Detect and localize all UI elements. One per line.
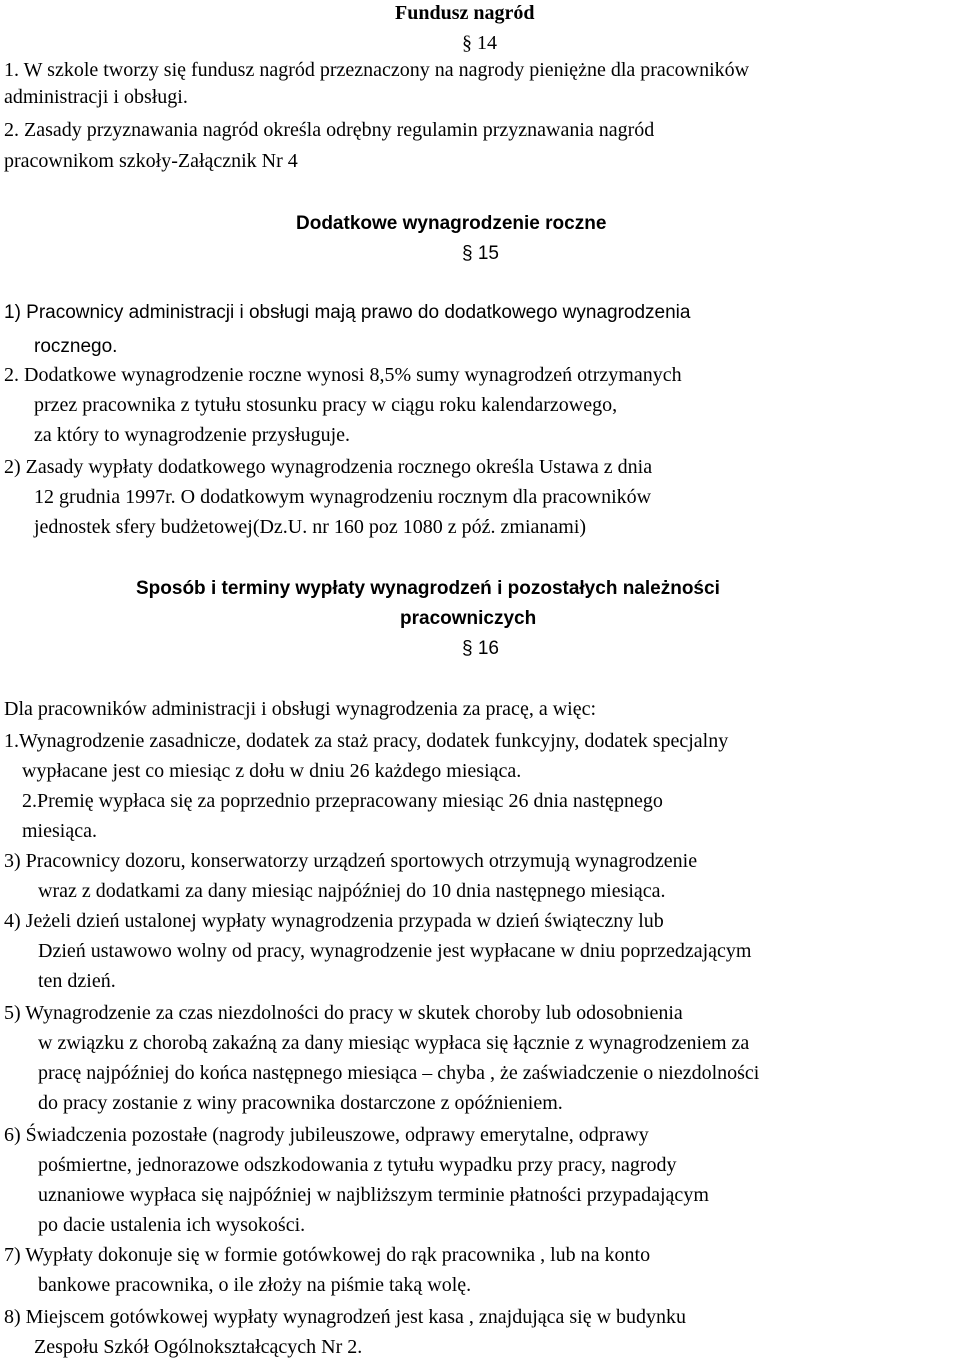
text-line: 1) Pracownicy administracji i obsługi mają prawo do dodatkowego wynagrodzenia bbox=[4, 302, 691, 323]
text-line: ten dzień. bbox=[38, 970, 116, 992]
text-line: 2) Zasady wypłaty dodatkowego wynagrodzenia rocznego określa Ustawa z dnia bbox=[4, 456, 653, 478]
text-line: 2. Zasady przyznawania nagród określa odrębny regulamin przyznawania nagród bbox=[4, 119, 655, 141]
text-line: bankowe pracownika, o ile złoży na piśmie taką wolę. bbox=[38, 1274, 472, 1296]
text-line: 2. Dodatkowe wynagrodzenie roczne wynosi 8,5% sumy wynagrodzeń otrzymanych bbox=[4, 364, 682, 386]
paragraph-mark-15: § 15 bbox=[462, 243, 499, 264]
text-line: Dzień ustawowo wolny od pracy, wynagrodzenie jest wypłacane w dniu poprzedzającym bbox=[38, 940, 752, 962]
text-line: przez pracownika z tytułu stosunku pracy w ciągu roku kalendarzowego, bbox=[34, 394, 618, 416]
text-line: 6) Świadczenia pozostałe (nagrody jubileuszowe, odprawy emerytalne, odprawy bbox=[4, 1124, 649, 1146]
text-line: jednostek sfery budżetowej(Dz.U. nr 160 poz 1080 z póź. zmianami) bbox=[34, 516, 587, 538]
section-title-fundusz: Fundusz nagród bbox=[395, 2, 535, 24]
section-title-dodatkowe: Dodatkowe wynagrodzenie roczne bbox=[296, 213, 607, 234]
text-line: 4) Jeżeli dzień ustalonej wypłaty wynagrodzenia przypada w dzień świąteczny lub bbox=[4, 910, 664, 932]
text-line: rocznego. bbox=[34, 336, 118, 357]
text-line: 1. W szkole tworzy się fundusz nagród przeznaczony na nagrody pieniężne dla pracowników bbox=[4, 59, 750, 81]
text-line: administracji i obsługi. bbox=[4, 86, 188, 108]
text-line: w związku z chorobą zakaźną za dany miesiąc wypłaca się łącznie z wynagrodzeniem za bbox=[38, 1032, 750, 1054]
text-line: 3) Pracownicy dozoru, konserwatorzy urządzeń sportowych otrzymują wynagrodzenie bbox=[4, 850, 698, 872]
text-line: do pracy zostanie z winy pracownika dostarczone z opóźnieniem. bbox=[38, 1092, 563, 1114]
text-line: 8) Miejscem gotówkowej wypłaty wynagrodzeń jest kasa , znajdująca się w budynku bbox=[4, 1306, 687, 1328]
text-line: wraz z dodatkami za dany miesiąc najpóźniej do 10 dnia następnego miesiąca. bbox=[38, 880, 666, 902]
text-line: wypłacane jest co miesiąc z dołu w dniu 26 każdego miesiąca. bbox=[22, 760, 522, 782]
text-line: 7) Wypłaty dokonuje się w formie gotówkowej do rąk pracownika , lub na konto bbox=[4, 1244, 651, 1266]
text-line: Zespołu Szkół Ogólnokształcących Nr 2. bbox=[34, 1336, 363, 1358]
text-line: uznaniowe wypłaca się najpóźniej w najbliższym terminie płatności przypadającym bbox=[38, 1184, 709, 1206]
text-line: 2.Premię wypłaca się za poprzednio przepracowany miesiąc 26 dnia następnego bbox=[22, 790, 663, 812]
text-line: pracownikom szkoły-Załącznik Nr 4 bbox=[4, 150, 298, 172]
text-line: 1.Wynagrodzenie zasadnicze, dodatek za staż pracy, dodatek funkcyjny, dodatek specjalny bbox=[4, 730, 729, 752]
paragraph-mark-14: § 14 bbox=[462, 32, 497, 54]
section-title-sposob: Sposób i terminy wypłaty wynagrodzeń i pozostałych należności bbox=[136, 578, 720, 599]
paragraph-mark-16: § 16 bbox=[462, 638, 499, 659]
text-line: po dacie ustalenia ich wysokości. bbox=[38, 1214, 306, 1236]
text-line: pośmiertne, jednorazowe odszkodowania z tytułu wypadku przy pracy, nagrody bbox=[38, 1154, 677, 1176]
text-line: za który to wynagrodzenie przysługuje. bbox=[34, 424, 351, 446]
text-line: 5) Wynagrodzenie za czas niezdolności do pracy w skutek choroby lub odosobnienia bbox=[4, 1002, 683, 1024]
text-line: Dla pracowników administracji i obsługi wynagrodzenia za pracę, a więc: bbox=[4, 698, 597, 720]
text-line: miesiąca. bbox=[22, 820, 97, 842]
text-line: 12 grudnia 1997r. O dodatkowym wynagrodzeniu rocznym dla pracowników bbox=[34, 486, 652, 508]
section-title-sposob-cont: pracowniczych bbox=[400, 608, 537, 629]
text-line: pracę najpóźniej do końca następnego miesiąca – chyba , że zaświadczenie o niezdolności bbox=[38, 1062, 760, 1084]
